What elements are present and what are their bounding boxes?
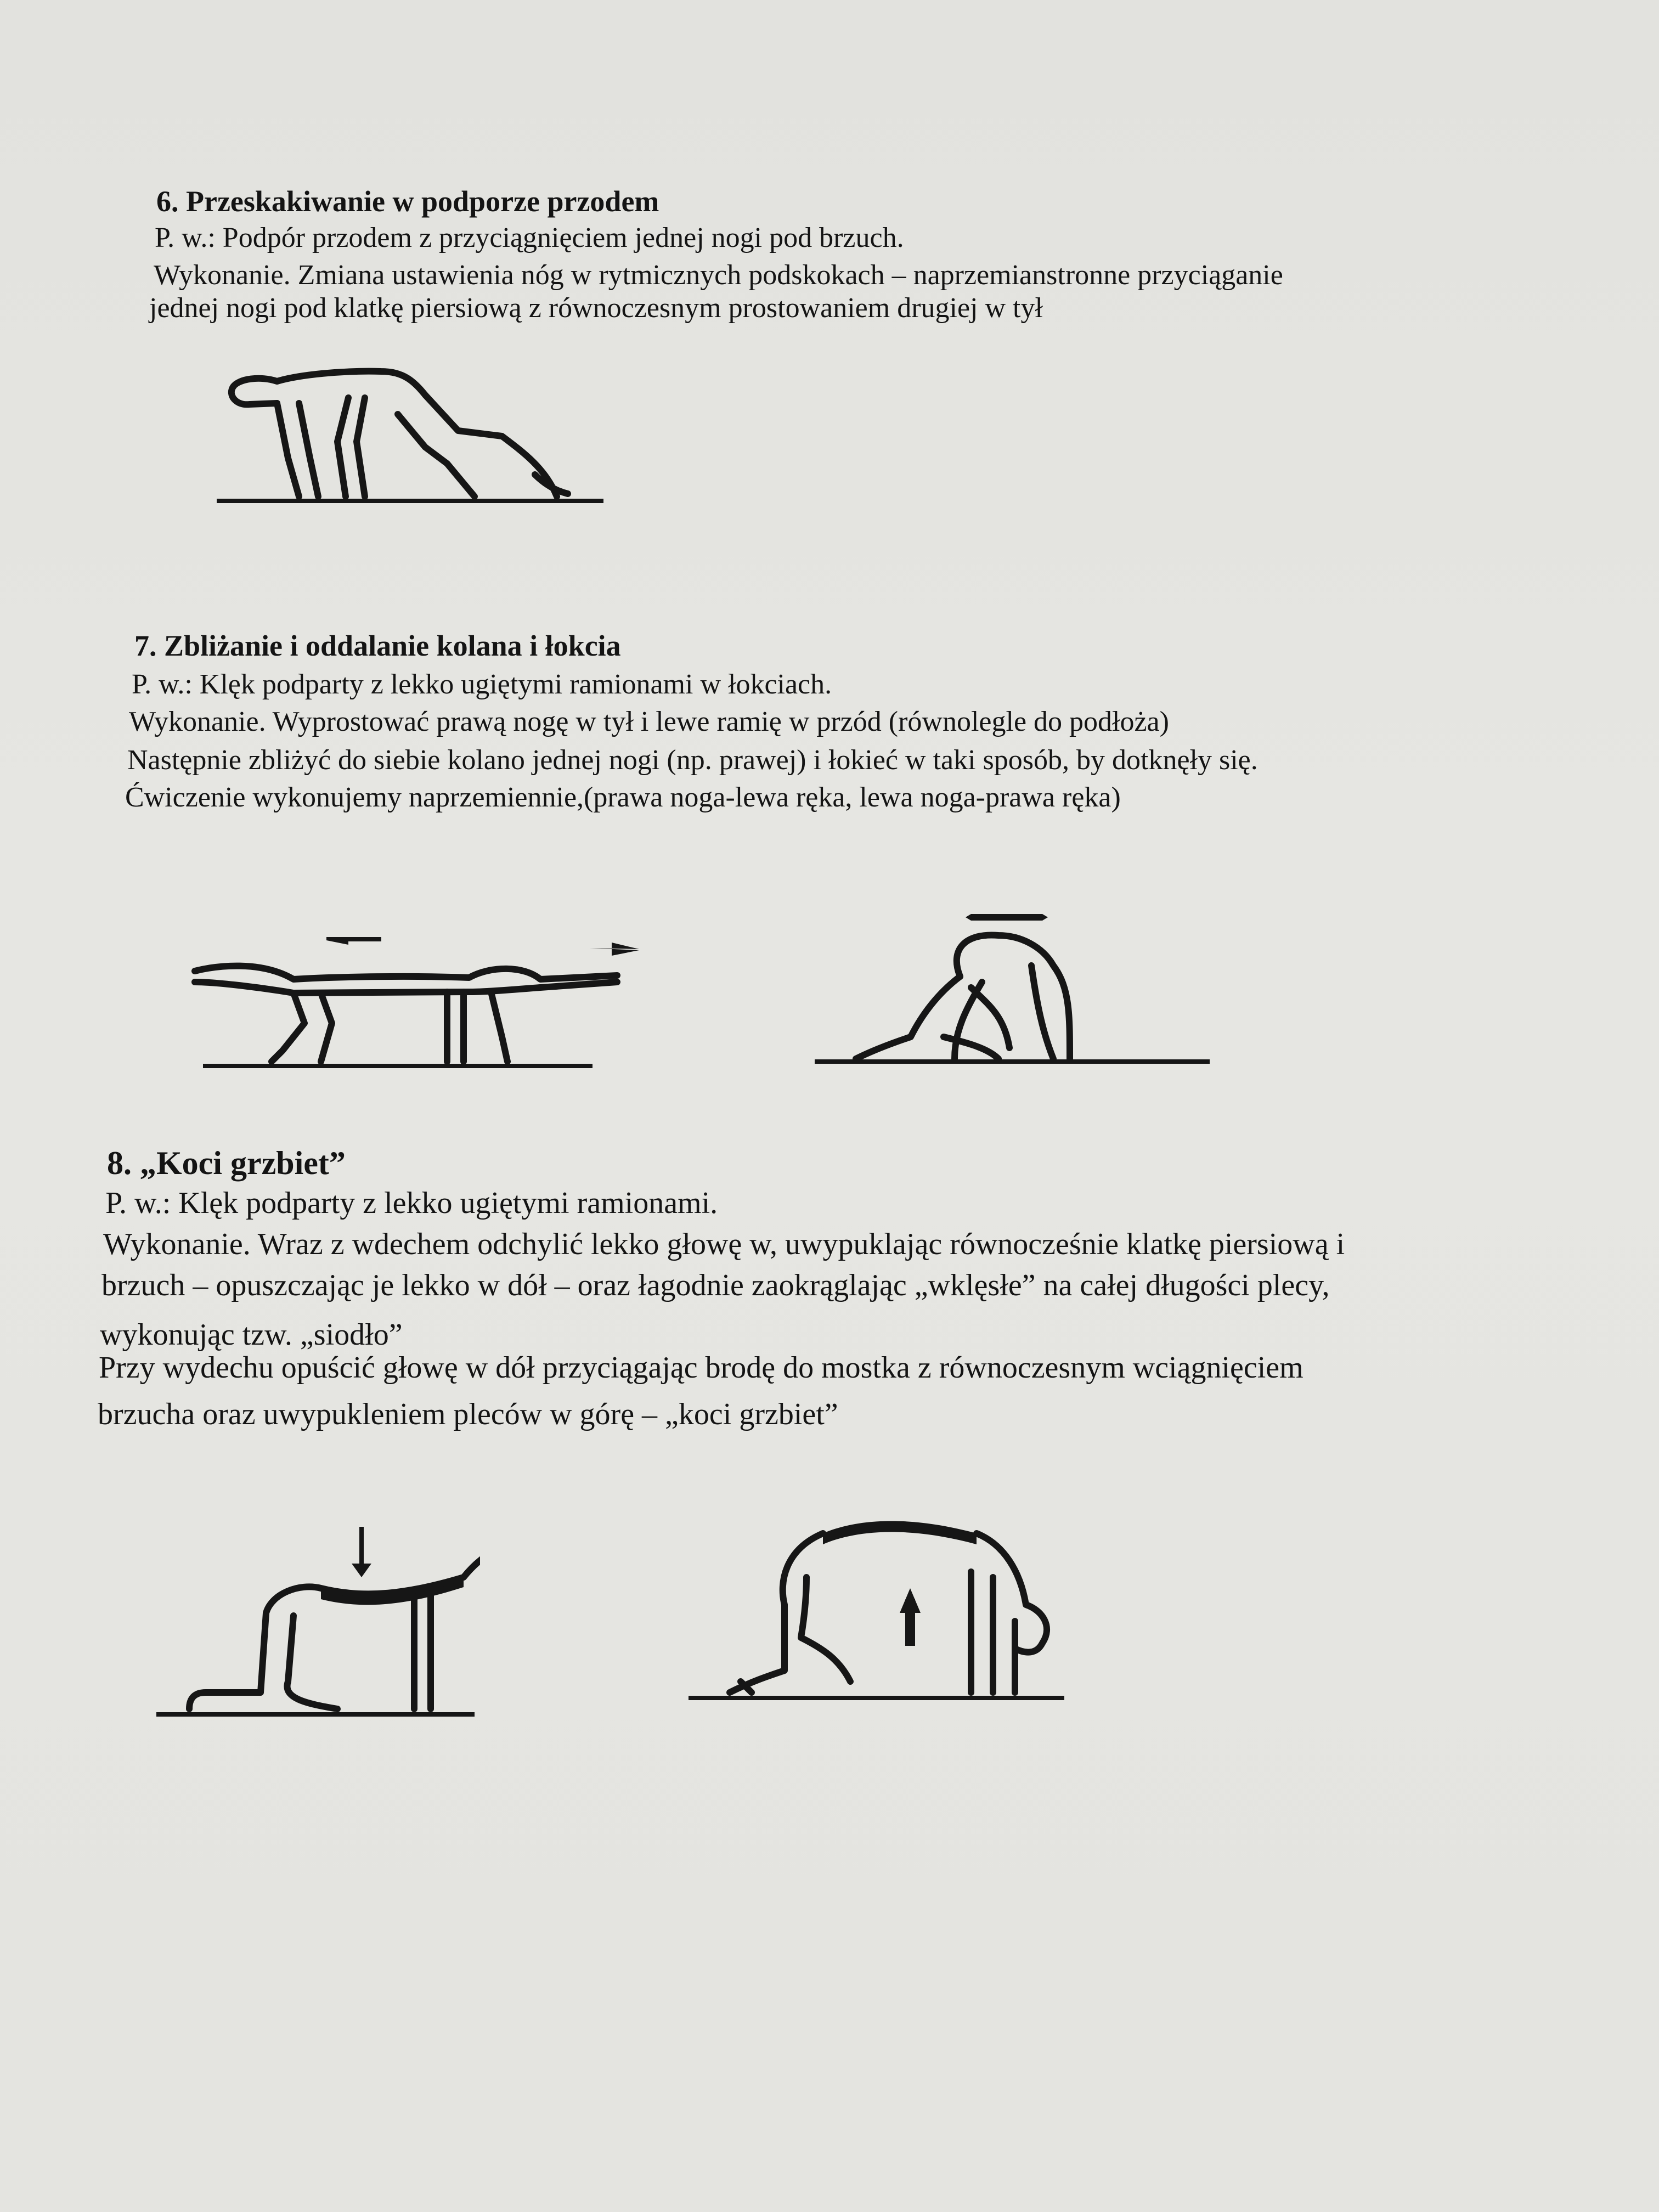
section-7-title: 7. Zbliżanie i oddalanie kolana i łokcia [134, 629, 621, 662]
figure-saddle-position [156, 1517, 480, 1725]
section-6-title: 6. Przeskakiwanie w podporze przodem [156, 185, 659, 218]
section-8-line-6: brzucha oraz uwypukleniem pleców w górę – „koci grzbiet” [98, 1397, 838, 1431]
section-6-line-1: P. w.: Podpór przodem z przyciągnięciem jednej nogi pod brzuch. [155, 222, 904, 253]
figure-cat-back-position [686, 1511, 1070, 1714]
section-7-line-4: Ćwiczenie wykonujemy naprzemiennie,(prawa noga-lewa ręka, lewa noga-prawa ręka) [125, 782, 1121, 813]
section-6-line-2: Wykonanie. Zmiana ustawienia nóg w rytmicznych podskokach – naprzemianstronne przyciąganie [154, 259, 1283, 291]
section-8-line-5: Przy wydechu opuścić głowę w dół przyciągając brodę do mostka z równoczesnym wciągnięciem [99, 1351, 1304, 1385]
section-7-line-2: Wykonanie. Wyprostować prawą nogę w tył i lewe ramię w przód (równolegle do podłoża) [129, 706, 1169, 737]
section-8-line-1: P. w.: Klęk podparty z lekko ugiętymi ramionami. [105, 1186, 718, 1220]
section-8-line-3: brzuch – opuszczając je lekko w dół – oraz łagodnie zaokrąglając „wklęsłe” na całej długości plecy, [101, 1268, 1330, 1302]
figure-knee-elbow-touch [812, 905, 1218, 1070]
figure-front-support-jump [217, 365, 612, 513]
section-8-title: 8. „Koci grzbiet” [107, 1145, 346, 1181]
section-6-line-3: jednej nogi pod klatkę piersiową z równoczesnym prostowaniem drugiej w tył [149, 292, 1043, 324]
figure-arm-leg-extension [184, 927, 656, 1075]
section-7-line-3: Następnie zbliżyć do siebie kolano jednej nogi (np. prawej) i łokieć w taki sposób, by dotknęły się. [127, 744, 1258, 776]
section-8-line-4: wykonując tzw. „siodło” [100, 1318, 403, 1352]
section-7-line-1: P. w.: Klęk podparty z lekko ugiętymi ramionami w łokciach. [132, 669, 832, 700]
section-8-line-2: Wykonanie. Wraz z wdechem odchylić lekko głowę w, uwypuklając równocześnie klatkę piersiową i [103, 1227, 1345, 1261]
